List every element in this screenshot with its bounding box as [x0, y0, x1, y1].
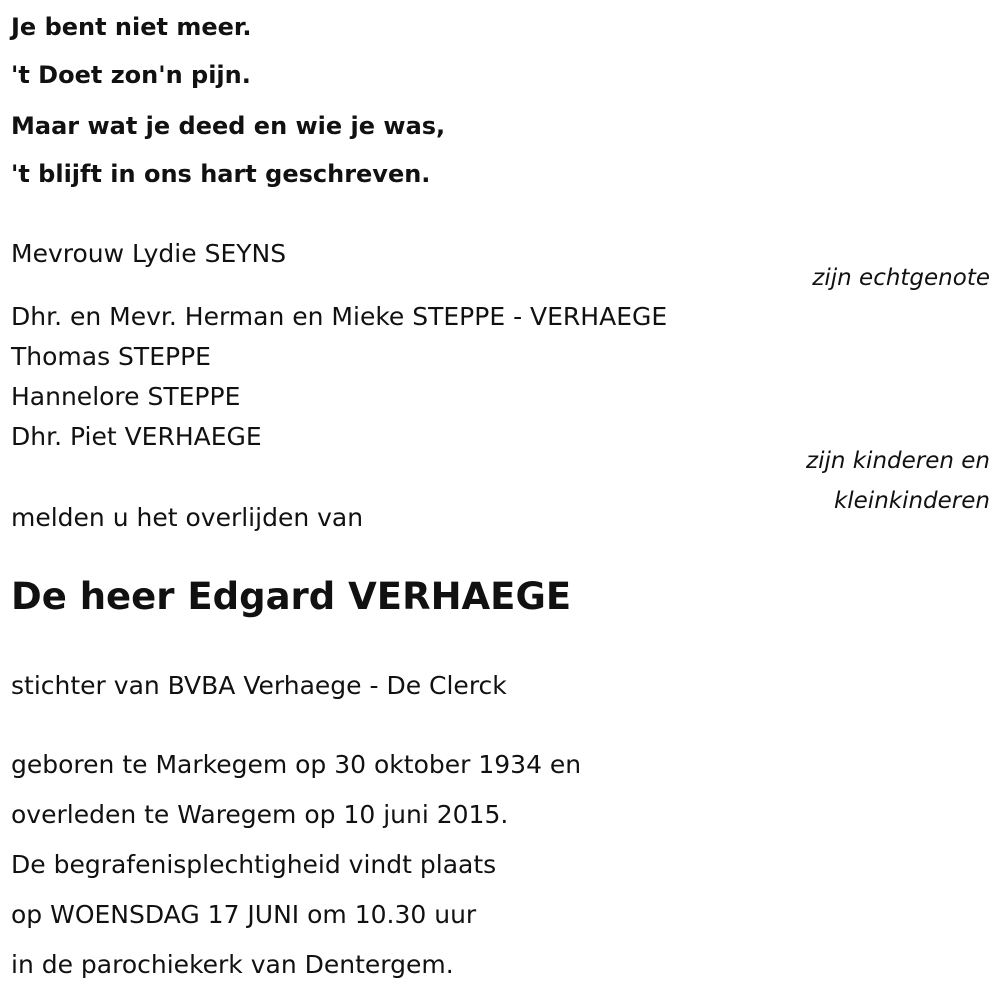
poem-line-3: Maar wat je deed en wie je was, [11, 112, 446, 140]
child-name-3: Hannelore STEPPE [11, 382, 241, 411]
poem-line-2: 't Doet zon'n pijn. [11, 61, 251, 89]
deceased-name: De heer Edgard VERHAEGE [11, 575, 572, 618]
detail-line-5: in de parochiekerk van Dentergem. [11, 950, 454, 979]
poem-line-4: 't blijft in ons hart geschreven. [11, 160, 431, 188]
children-relation-line-2: kleinkinderen [833, 488, 990, 514]
announcement-text: melden u het overlijden van [11, 503, 364, 532]
founder-text: stichter van BVBA Verhaege - De Clerck [11, 671, 507, 700]
spouse-name: Mevrouw Lydie SEYNS [11, 239, 287, 268]
detail-line-4: op WOENSDAG 17 JUNI om 10.30 uur [11, 900, 477, 929]
detail-line-3: De begrafenisplechtigheid vindt plaats [11, 850, 497, 879]
detail-line-1: geboren te Markegem op 30 oktober 1934 en [11, 750, 582, 779]
detail-line-2: overleden te Waregem op 10 juni 2015. [11, 800, 509, 829]
child-name-4: Dhr. Piet VERHAEGE [11, 422, 262, 451]
spouse-relation: zijn echtgenote [812, 265, 990, 291]
poem-line-1: Je bent niet meer. [11, 13, 252, 41]
child-name-2: Thomas STEPPE [11, 342, 211, 371]
children-relation-line-1: zijn kinderen en [806, 448, 990, 474]
child-name-1: Dhr. en Mevr. Herman en Mieke STEPPE - VERHAEGE [11, 302, 668, 331]
